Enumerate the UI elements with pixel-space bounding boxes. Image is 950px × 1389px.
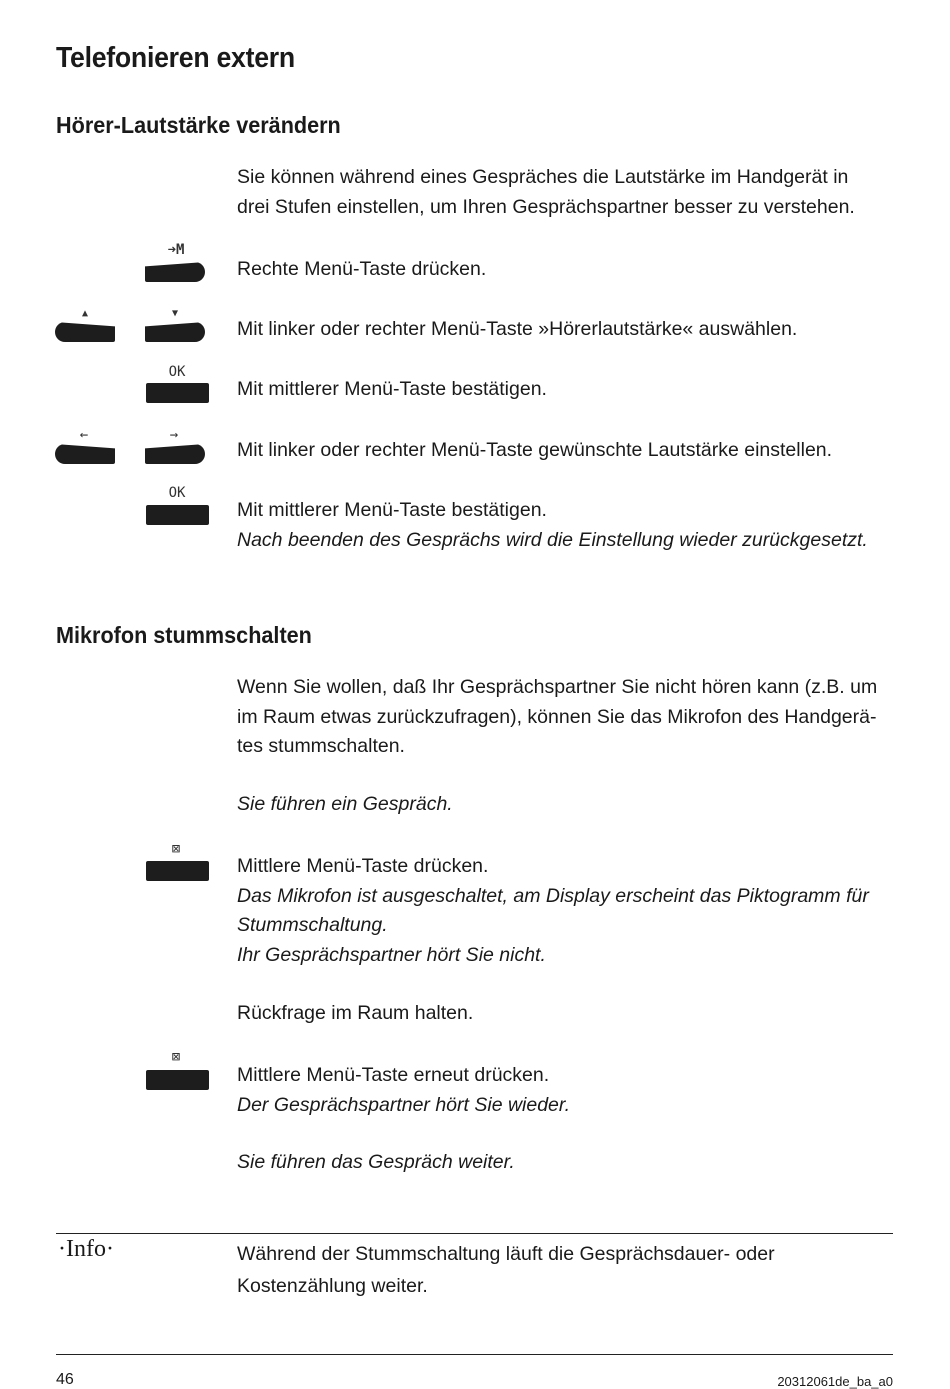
- step-note: Nach beenden des Gesprächs wird die Einstellung wieder zurückgesetzt.: [237, 528, 868, 551]
- mute-intro-line: im Raum etwas zurückzufragen), können Sie das Mikrofon des Handgerä-: [237, 705, 877, 728]
- volume-step-5: [237, 496, 897, 555]
- ok-label: OK: [168, 485, 186, 501]
- info-text: [237, 1238, 897, 1302]
- section-heading-volume: Hörer-Lautstärke verändern: [56, 112, 341, 138]
- mute-icon: ⊠: [171, 841, 181, 857]
- center-menu-key: [146, 861, 209, 881]
- volume-step-1: [237, 255, 897, 285]
- center-menu-key: [146, 1070, 209, 1090]
- left-arrow-icon: ←: [79, 427, 89, 443]
- center-menu-key: [146, 383, 209, 403]
- step-note: Der Gesprächspartner hört Sie wieder.: [237, 1093, 571, 1116]
- footer-rule: [56, 1354, 893, 1355]
- mute-state-1: Sie führen ein Gespräch.: [237, 793, 453, 815]
- right-menu-key: [145, 444, 205, 464]
- right-menu-key: [145, 262, 205, 282]
- menu-arrow-icon: ➜M: [167, 242, 185, 258]
- volume-intro: [237, 163, 897, 222]
- step-text: Mittlere Menü-Taste erneut drücken.: [237, 1064, 550, 1086]
- step-text: Mit mittlerer Menü-Taste bestätigen.: [237, 378, 547, 400]
- mute-state-2: Sie führen das Gespräch weiter.: [237, 1151, 515, 1173]
- right-menu-key: [145, 322, 205, 342]
- step-text: Mittlere Menü-Taste drücken.: [237, 855, 489, 877]
- info-label: ·Info·: [58, 1236, 114, 1262]
- mute-step-2: [237, 1061, 897, 1120]
- step-note: Das Mikrofon ist ausgeschaltet, am Display erscheint das Piktogramm für: [237, 884, 869, 907]
- left-menu-key: [55, 322, 115, 342]
- right-arrow-icon: →: [169, 427, 179, 443]
- step-text: Mit mittlerer Menü-Taste bestätigen.: [237, 499, 547, 521]
- mute-intro-line: Wenn Sie wollen, daß Ihr Gesprächspartner Sie nicht hören kann (z.B. um: [237, 676, 878, 698]
- step-note: Stummschaltung.: [237, 914, 388, 936]
- mute-step-1: [237, 852, 897, 970]
- mute-intro: [237, 673, 897, 762]
- mute-intro-line: tes stummschalten.: [237, 735, 405, 757]
- volume-step-4: [237, 436, 897, 466]
- step-note: Ihr Gesprächspartner hört Sie nicht.: [237, 943, 546, 966]
- section-heading-mute: Mikrofon stummschalten: [56, 622, 312, 648]
- step-text: Mit linker oder rechter Menü-Taste gewünschte Lautstärke einstellen.: [237, 439, 833, 461]
- info-top-rule: [56, 1233, 893, 1234]
- page-title: Telefonieren extern: [56, 42, 295, 74]
- center-menu-key: [146, 505, 209, 525]
- mute-action: Rückfrage im Raum halten.: [237, 1002, 474, 1024]
- mute-icon: ⊠: [171, 1049, 181, 1065]
- step-text: Mit linker oder rechter Menü-Taste »Hörerlautstärke« auswählen.: [237, 318, 798, 340]
- up-arrow-icon: ▲: [81, 308, 89, 319]
- doc-code: 20312061de_ba_a0: [777, 1374, 893, 1389]
- page-number: 46: [56, 1371, 74, 1388]
- volume-intro-text: Sie können während eines Gespräches die Lautstärke im Handgerät in drei Stufen einstellen, um Ihren Gesprächspartner besser zu verstehen.: [237, 166, 855, 218]
- info-line: Kostenzählung weiter.: [237, 1275, 428, 1297]
- left-menu-key: [55, 444, 115, 464]
- info-line: Während der Stummschaltung läuft die Gesprächsdauer- oder: [237, 1243, 775, 1265]
- down-arrow-icon: ▼: [171, 308, 179, 319]
- volume-step-3: [237, 375, 897, 405]
- volume-step-2: [237, 315, 897, 345]
- step-text: Rechte Menü-Taste drücken.: [237, 258, 487, 280]
- ok-label: OK: [168, 364, 186, 380]
